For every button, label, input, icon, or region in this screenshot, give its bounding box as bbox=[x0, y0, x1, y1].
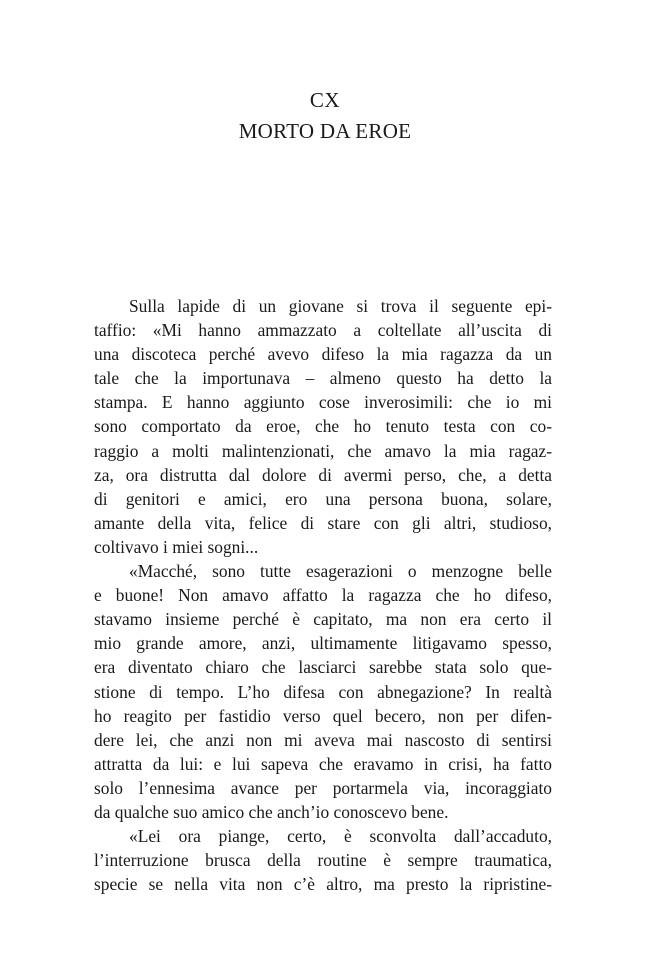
text-line: tale che la importunava – almeno questo ha detto la bbox=[94, 368, 552, 389]
text-line: «Macché, sono tutte esagerazioni o menzogne belle bbox=[129, 561, 552, 582]
text-line: taffio: «Mi hanno ammazzato a coltellate all’uscita di bbox=[94, 320, 552, 341]
text-line: specie se nella vita non c’è altro, ma presto la ripristine- bbox=[94, 874, 552, 895]
text-line: «Lei ora piange, certo, è sconvolta dall’accaduto, bbox=[129, 826, 552, 847]
text-line: e buone! Non amavo affatto la ragazza che ho difeso, bbox=[94, 585, 552, 606]
text-line: da qualche suo amico che anch’io conoscevo bene. bbox=[94, 801, 449, 822]
text-line: solo l’ennesima avance per portarmela via, incoraggiato bbox=[94, 777, 552, 798]
text-line: za, ora distrutta dal dolore di avermi perso, che, a detta bbox=[94, 464, 552, 485]
body-text bbox=[94, 294, 552, 896]
text-line: l’interruzione brusca della routine è sempre traumatica, bbox=[94, 850, 552, 871]
text-line: amante della vita, felice di stare con gli altri, studioso, bbox=[94, 512, 552, 533]
text-line: mio grande amore, anzi, ultimamente litigavamo spesso, bbox=[94, 633, 552, 654]
text-line: sono comportato da eroe, che ho tenuto testa con co- bbox=[94, 416, 552, 437]
text-line: ho reagito per fastidio verso quel becero, non per difen- bbox=[94, 705, 552, 726]
text-line: stavamo insieme perché è capitato, ma non era certo il bbox=[94, 609, 552, 630]
chapter-number: CX bbox=[309, 88, 341, 112]
text-line: attratta da lui: e lui sapeva che eravamo in crisi, ha fatto bbox=[94, 753, 552, 774]
text-line: raggio a molti malintenzionati, che amavo la mia ragaz- bbox=[94, 440, 552, 461]
text-line: era diventato chiaro che lasciarci sarebbe stata solo que- bbox=[94, 657, 552, 678]
chapter-title: MORTO DA EROE bbox=[238, 119, 412, 143]
text-line: una discoteca perché avevo difeso la mia ragazza da un bbox=[94, 344, 552, 365]
text-line: coltivavo i miei sogni... bbox=[94, 536, 259, 557]
text-line: Sulla lapide di un giovane si trova il seguente epi- bbox=[129, 296, 552, 316]
text-line: stione di tempo. L’ho difesa con abnegazione? In realtà bbox=[94, 681, 552, 702]
text-line: di genitori e amici, ero una persona buona, solare, bbox=[94, 488, 552, 509]
text-line: stampa. E hanno aggiunto cose inverosimili: che io mi bbox=[94, 392, 552, 413]
text-line: dere lei, che anzi non mi aveva mai nascosto di sentirsi bbox=[94, 729, 552, 750]
